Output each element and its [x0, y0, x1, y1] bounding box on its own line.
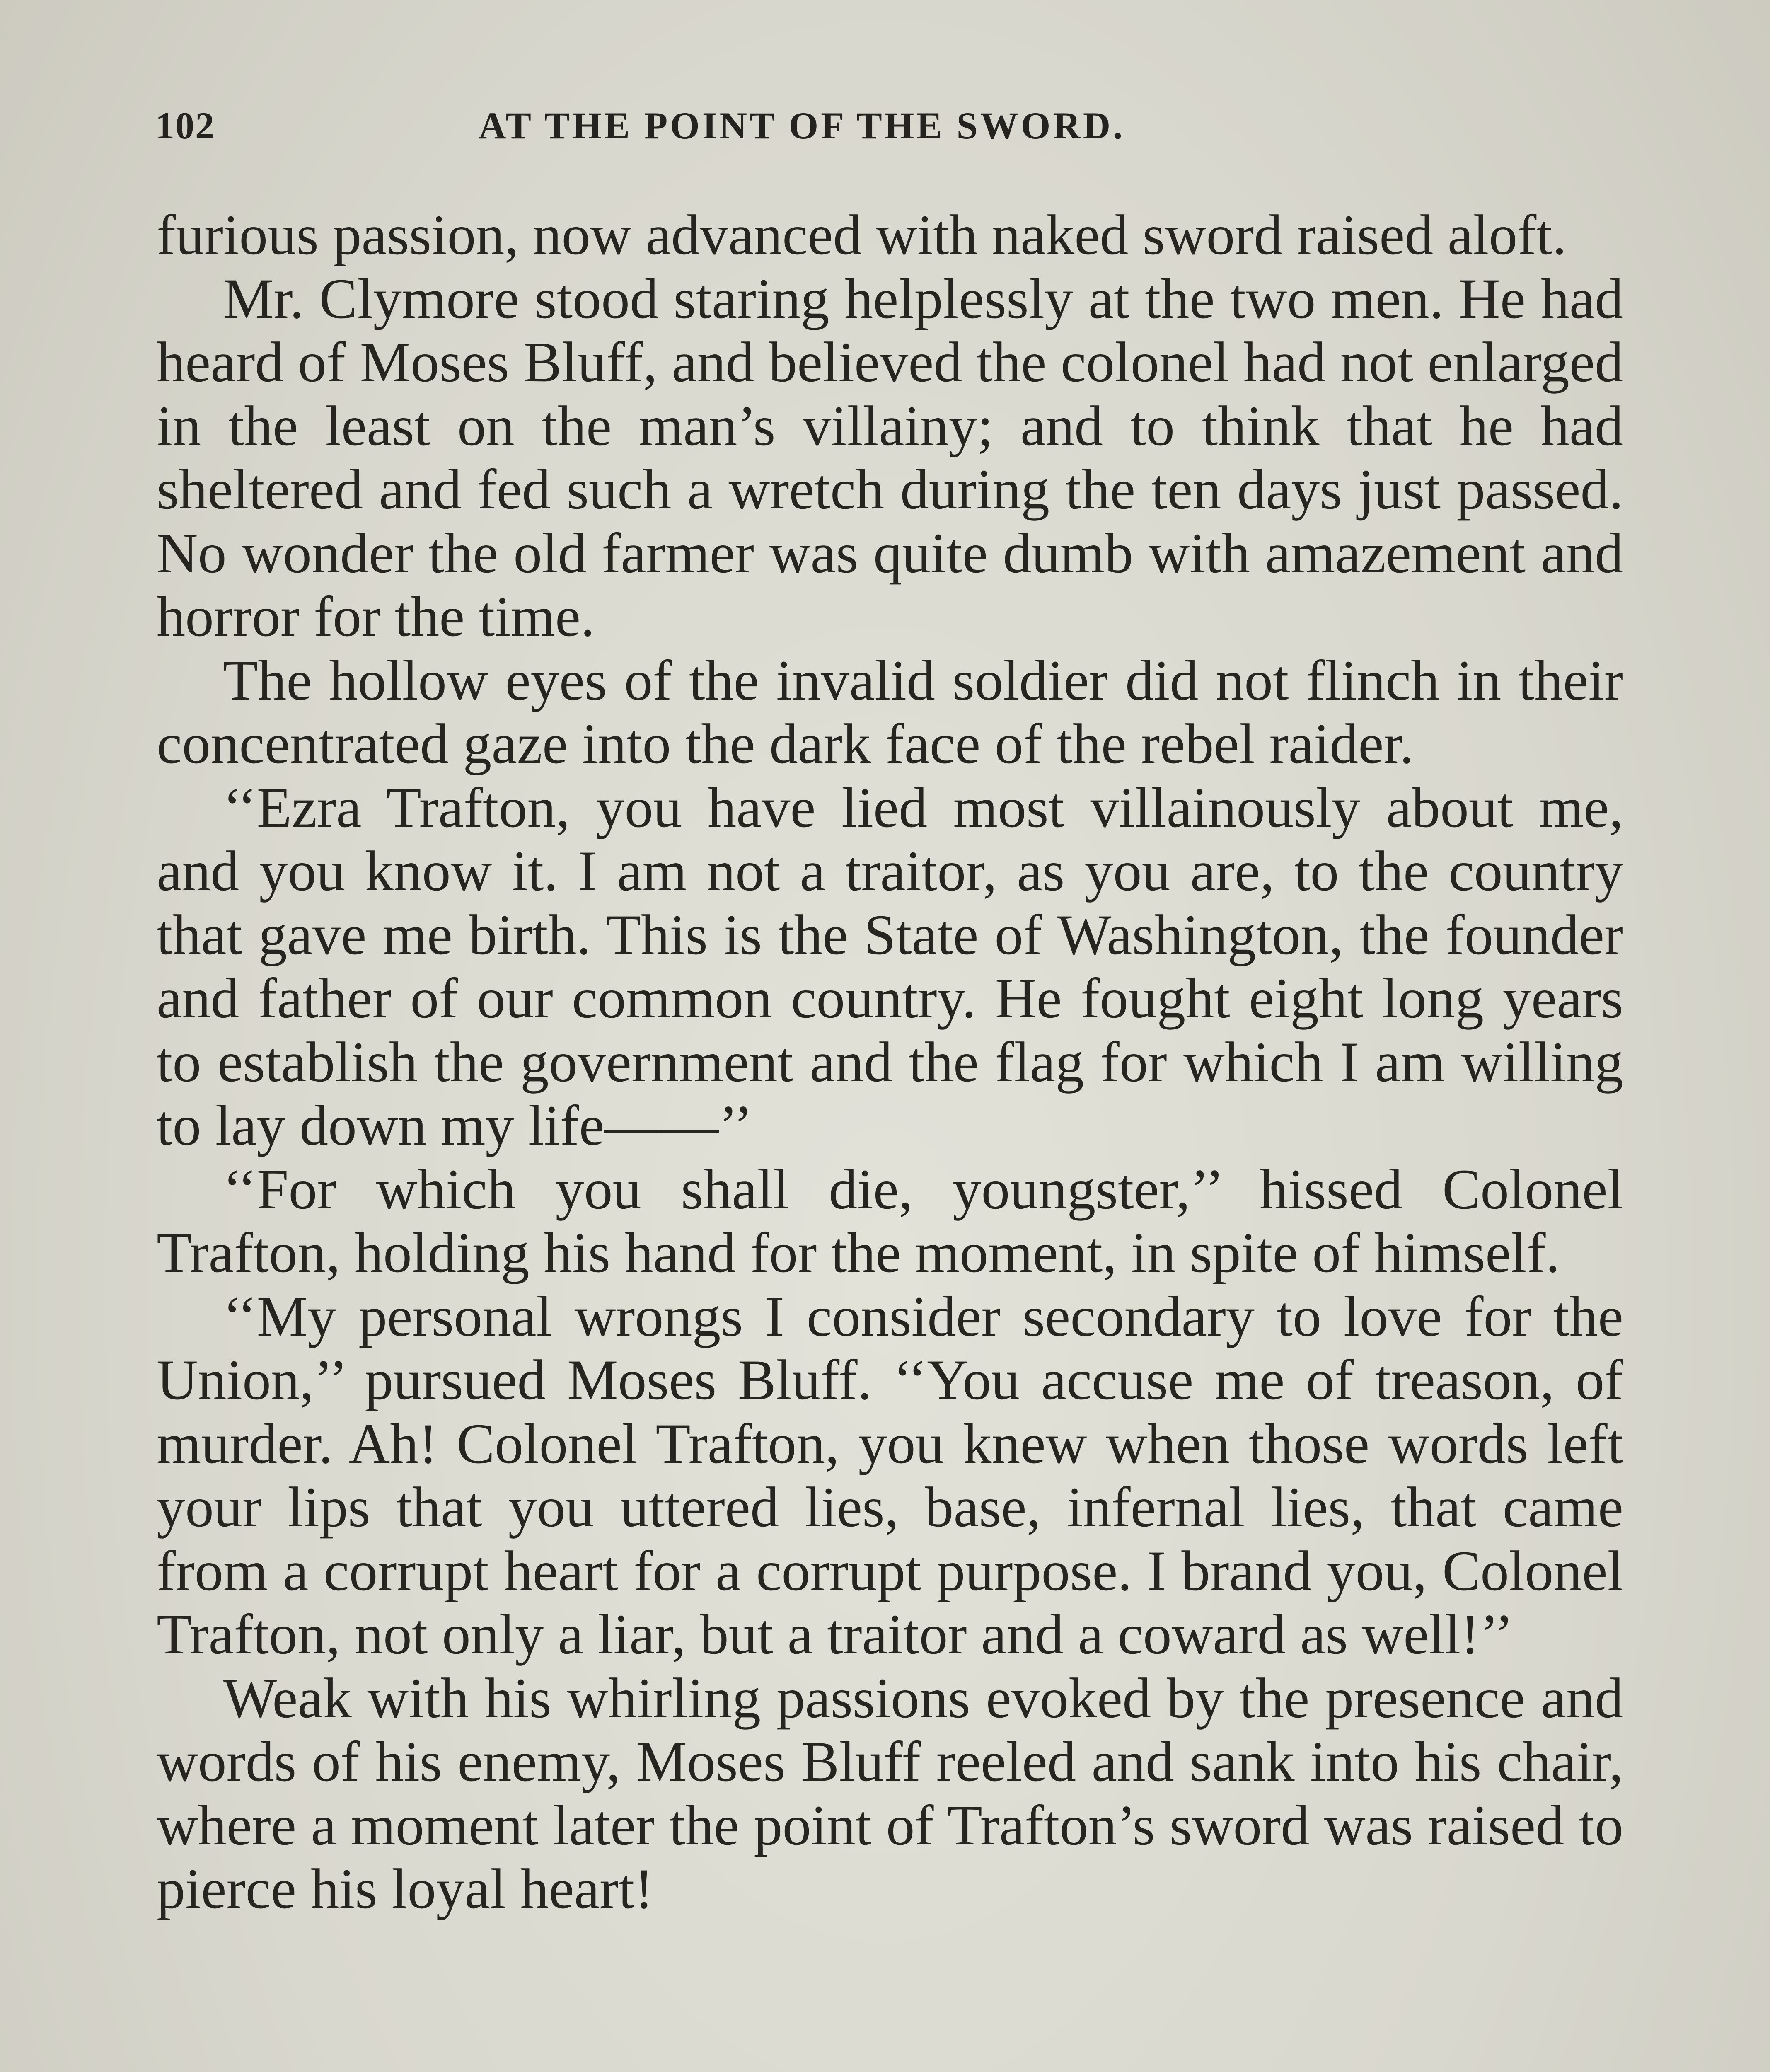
page-header	[155, 104, 1622, 157]
paragraph: The hollow eyes of the invalid soldier did not flinch in their concentrated gaze into the dark face of the rebel raider.	[157, 648, 1623, 775]
paragraph-dialogue: ‘‘For which you shall die, youngster,’’ hissed Colonel Trafton, holding his hand for the moment, in spite of himself.	[157, 1157, 1623, 1284]
paragraph: Weak with his whirling passions evoked by the presence and words of his enemy, Moses Bluff reeled and sank into his chair, where a moment later the point of Trafton’s sword was raised to pierce his loyal heart!	[157, 1666, 1623, 1920]
running-title: AT THE POINT OF THE SWORD.	[479, 104, 1125, 147]
page-number: 102	[155, 104, 215, 147]
paragraph: Mr. Clymore stood staring helplessly at the two men. He had heard of Moses Bluff, and believed the colonel had not enlarged in the least on the man’s villainy; and to think that he had sheltered and fed such a wretch during the ten days just passed. No wonder the old farmer was quite dumb with amazement and horror for the time.	[157, 266, 1623, 648]
paragraph-dialogue: ‘‘Ezra Trafton, you have lied most villainously about me, and you know it. I am not a traitor, as you are, to the country that gave me birth. This is the State of Washington, the founder and father of our common country. He fought eight long years to establish the government and the flag for which I am willing to lay down my life——’’	[157, 775, 1623, 1157]
paragraph-continuation: furious passion, now advanced with naked sword raised aloft.	[157, 203, 1567, 266]
paragraph-dialogue: ‘‘My personal wrongs I consider secondary to love for the Union,’’ pursued Moses Bluff. ‘‘You accuse me of treason, of murder. Ah! Colonel Trafton, you knew when those words left your lips that you uttered lies, base, infernal lies, that came from a corrupt heart for a corrupt purpose. I brand you, Colonel Trafton, not only a liar, but a traitor and a coward as well!’’	[157, 1284, 1623, 1666]
body-text	[157, 203, 1623, 1921]
